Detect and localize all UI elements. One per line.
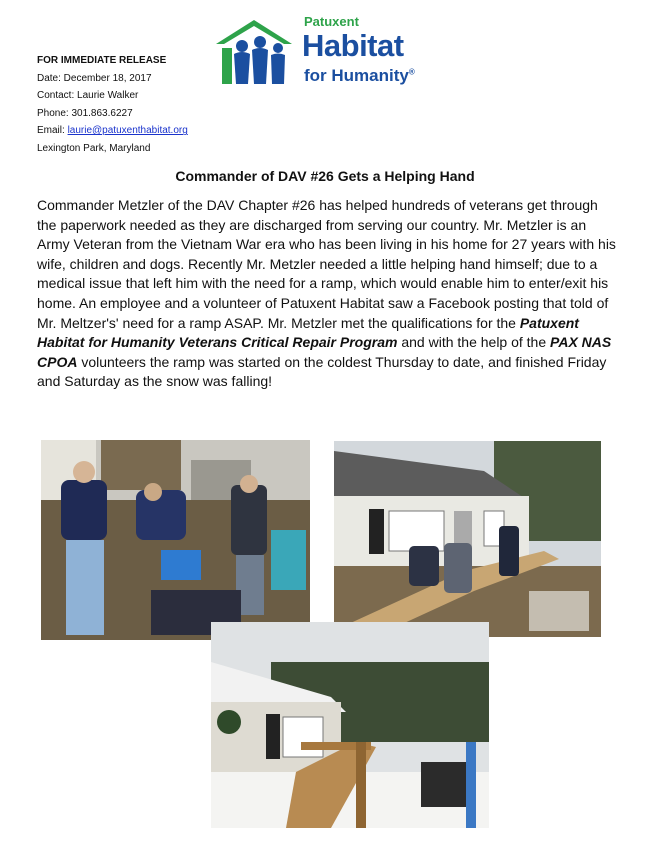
body-paragraph: Commander Metzler of the DAV Chapter #26 has helped hundreds of veterans get through the paperwork needed as they are discharged from serving our country. Mr. Metzler is an Army Veteran from the Vietnam War era who has been living in his home for 27 years with his wife, children and dogs. Recently Mr. Metzler needed a little helping hand himself; due to a medical issue that left him with the need for a ramp, which would enable him to enter/exit his home. An employee and a volunteer of Patuxent Habitat saw a Facebook posting that told of Mr. Meltzer's' need for a ramp ASAP. Mr. Metzler met the qualifications for the Patuxent Habitat for Humanity Veterans Critical Repair Program and with the help of the PAX NAS CPOA volunteers the ramp was started on the coldest Thursday to date, and finished Friday and Saturday as the snow was falling! <box>37 197 616 390</box>
release-info <box>37 52 188 158</box>
headline: Commander of DAV #26 Gets a Helping Hand <box>175 168 475 184</box>
cpoa-name: PAX NAS CPOA <box>37 334 612 370</box>
release-location: Lexington Park, Maryland <box>37 142 151 154</box>
email-link[interactable]: laurie@patuxenthabitat.org <box>67 125 188 137</box>
release-date: Date: December 18, 2017 <box>37 72 152 84</box>
photo-volunteers-yard <box>41 440 310 640</box>
photo-finished-ramp-snow <box>211 622 489 828</box>
photo-ramp-construction <box>334 441 601 637</box>
release-phone: Phone: 301.863.6227 <box>37 107 133 119</box>
program-name: Patuxent Habitat for Humanity Veterans Critical Repair Program <box>37 314 579 351</box>
email-label: Email: <box>37 125 68 137</box>
habitat-house-icon <box>212 18 296 88</box>
logo-patuxent: Patuxent <box>304 14 359 29</box>
habitat-logo <box>212 14 432 94</box>
logo-for-humanity: for Humanity® <box>304 66 415 85</box>
release-contact: Contact: Laurie Walker <box>37 90 139 102</box>
release-heading: FOR IMMEDIATE RELEASE <box>37 55 167 66</box>
logo-habitat: Habitat <box>302 28 404 63</box>
release-email-row <box>37 122 188 140</box>
